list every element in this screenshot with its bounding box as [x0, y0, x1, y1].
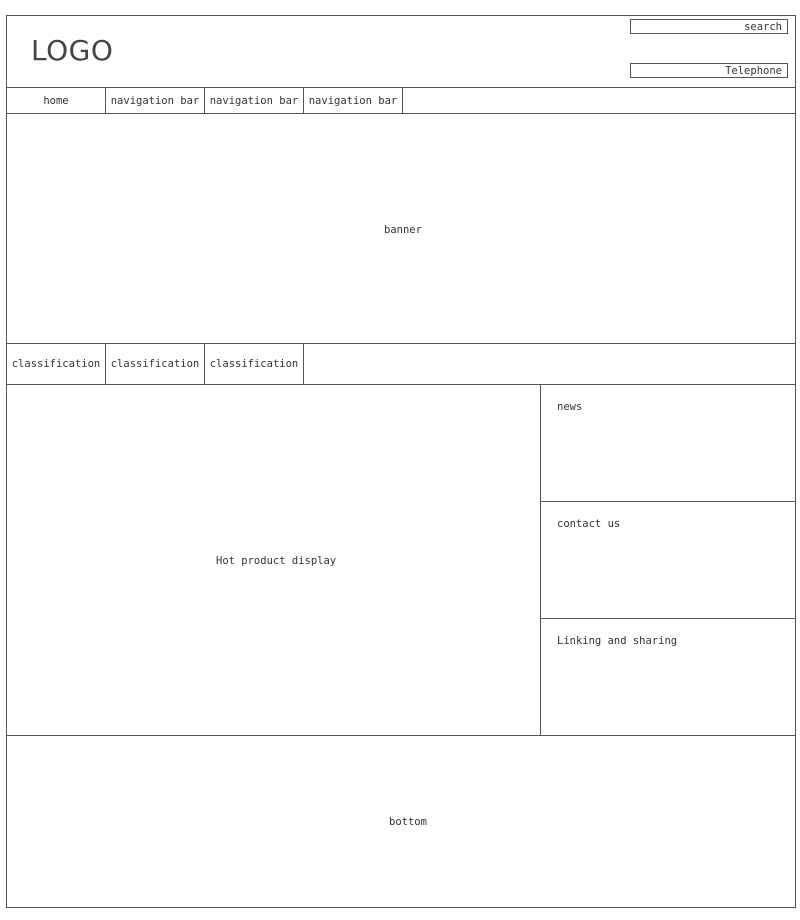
nav-item-3[interactable]: navigation bar — [205, 88, 304, 114]
nav-item-4[interactable]: navigation bar — [304, 88, 403, 114]
news-panel[interactable] — [541, 385, 795, 501]
footer-area — [7, 736, 795, 907]
news-label: news — [557, 401, 583, 413]
site-logo[interactable]: LOGO — [31, 34, 114, 67]
classification-item-1[interactable]: classification — [7, 344, 106, 385]
classification-item-3[interactable]: classification — [205, 344, 304, 385]
sharing-panel[interactable] — [541, 619, 795, 735]
banner-area[interactable] — [7, 114, 795, 343]
banner-label: banner — [384, 224, 422, 236]
classification-item-2[interactable]: classification — [106, 344, 205, 385]
nav-item-2[interactable]: navigation bar — [106, 88, 205, 114]
search-box[interactable]: search — [630, 19, 788, 34]
sharing-label: Linking and sharing — [557, 635, 678, 647]
hot-product-label: Hot product display — [216, 555, 337, 567]
nav-item-home[interactable]: home — [7, 88, 106, 114]
telephone-box: Telephone — [630, 63, 788, 78]
contact-panel[interactable] — [541, 502, 795, 618]
contact-label: contact us — [557, 518, 621, 530]
hot-product-display[interactable] — [7, 385, 540, 735]
footer-label: bottom — [389, 816, 427, 828]
page-frame — [6, 15, 796, 908]
